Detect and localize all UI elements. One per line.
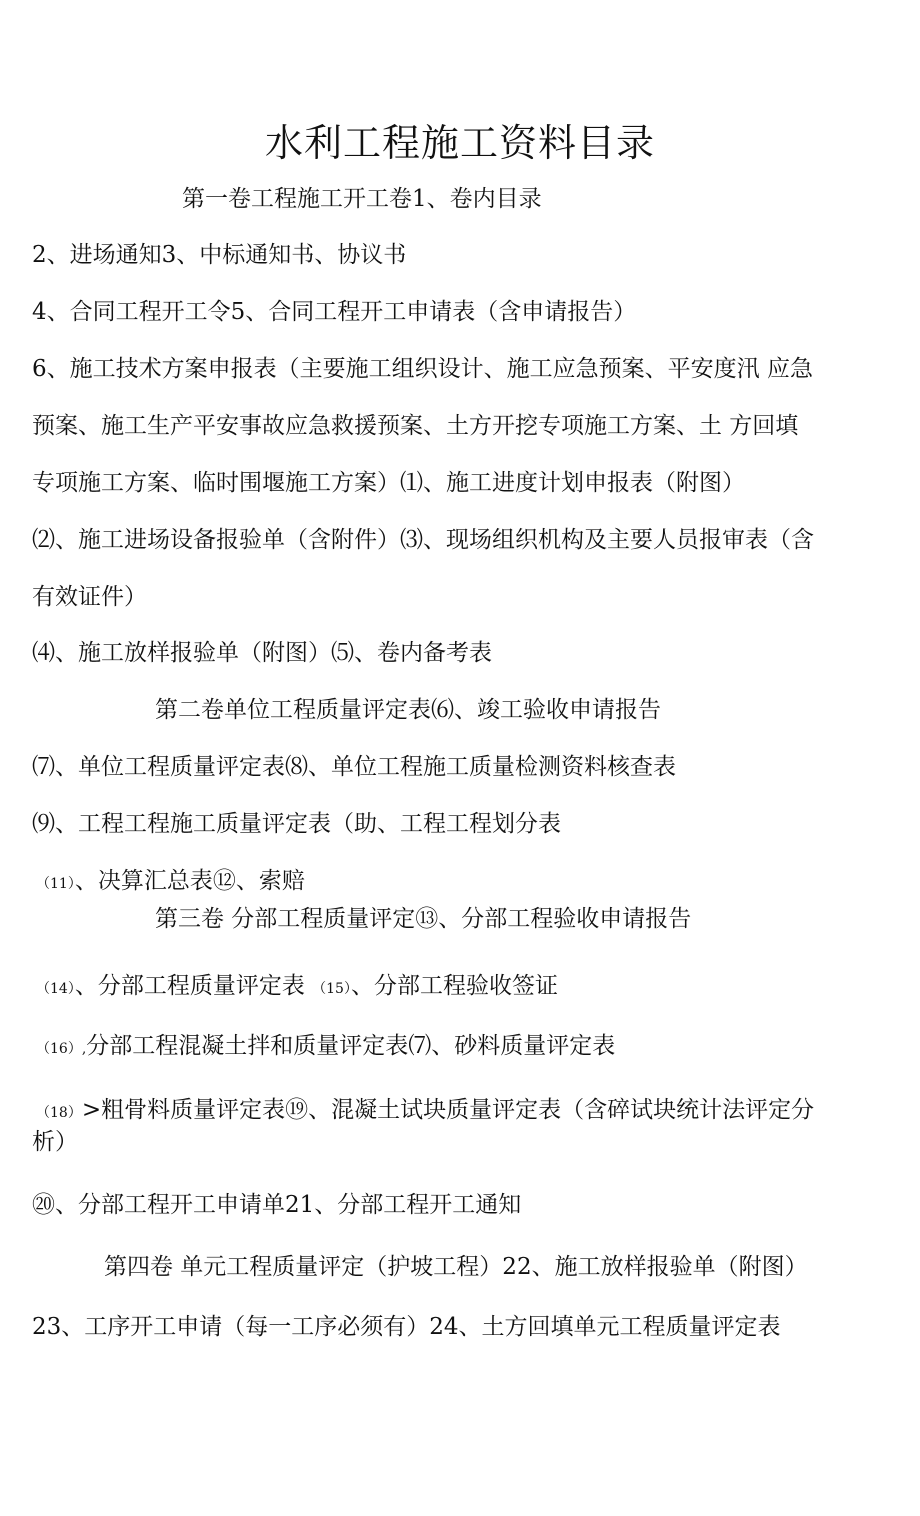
volume-4-heading: 第四卷 单元工程质量评定（护坡工程）22、施工放样报验单（附图）: [104, 1254, 808, 1280]
list-item: ⑵、施工进场设备报验单（含附件）⑶、现场组织机构及主要人员报审表（含: [32, 527, 814, 553]
item-number: （14）: [36, 981, 75, 997]
volume-1-heading: 第一卷工程施工开工卷1、卷内目录: [182, 186, 542, 212]
list-item: 预案、施工生产平安事故应急救援预案、土方开挖专项施工方案、土 方回填: [32, 413, 799, 439]
item-number: （18）: [36, 1105, 82, 1121]
item-number: （11）: [36, 876, 75, 892]
list-item: 专项施工方案、临时围堰施工方案）⑴、施工进度计划申报表（附图）: [32, 470, 745, 496]
list-item: （16）,分部工程混凝土拌和质量评定表⑺、砂料质量评定表: [36, 1033, 616, 1059]
document-title: 水利工程施工资料目录: [264, 121, 655, 165]
list-item: 有效证件）: [32, 584, 147, 610]
list-item: 2、进场通知3、中标通知书、协议书: [32, 242, 407, 268]
list-item: ⑼、工程工程施工质量评定表（助、工程工程划分表: [32, 811, 561, 837]
list-item: 6、施工技术方案申报表（主要施工组织设计、施工应急预案、平安度汛 应急: [32, 356, 813, 382]
item-number: （15）: [312, 981, 351, 997]
volume-2-heading: 第二卷单位工程质量评定表⑹、竣工验收申请报告: [155, 697, 661, 723]
list-item: （18）>粗骨料质量评定表⑲、混凝土试块质量评定表（含碎试块统计法评定分: [36, 1097, 815, 1123]
list-item: ⑺、单位工程质量评定表⑻、单位工程施工质量检测资料核查表: [32, 754, 676, 780]
list-item: 析）: [32, 1129, 78, 1155]
item-number: （16）,: [36, 1041, 87, 1057]
list-item: ⑳、分部工程开工申请单21、分部工程开工通知: [32, 1192, 522, 1218]
list-item: （14）、分部工程质量评定表 （15）、分部工程验收签证: [36, 973, 558, 999]
list-item: 4、合同工程开工令5、合同工程开工申请表（含申请报告）: [32, 299, 637, 325]
list-item: ⑷、施工放样报验单（附图）⑸、卷内备考表: [32, 640, 492, 666]
list-item: 23、工序开工申请（每一工序必须有）24、土方回填单元工程质量评定表: [32, 1314, 781, 1340]
list-item: （11）、决算汇总表⑫、索赔: [36, 868, 305, 894]
volume-3-heading: 第三卷 分部工程质量评定⑬、分部工程验收申请报告: [155, 906, 692, 932]
